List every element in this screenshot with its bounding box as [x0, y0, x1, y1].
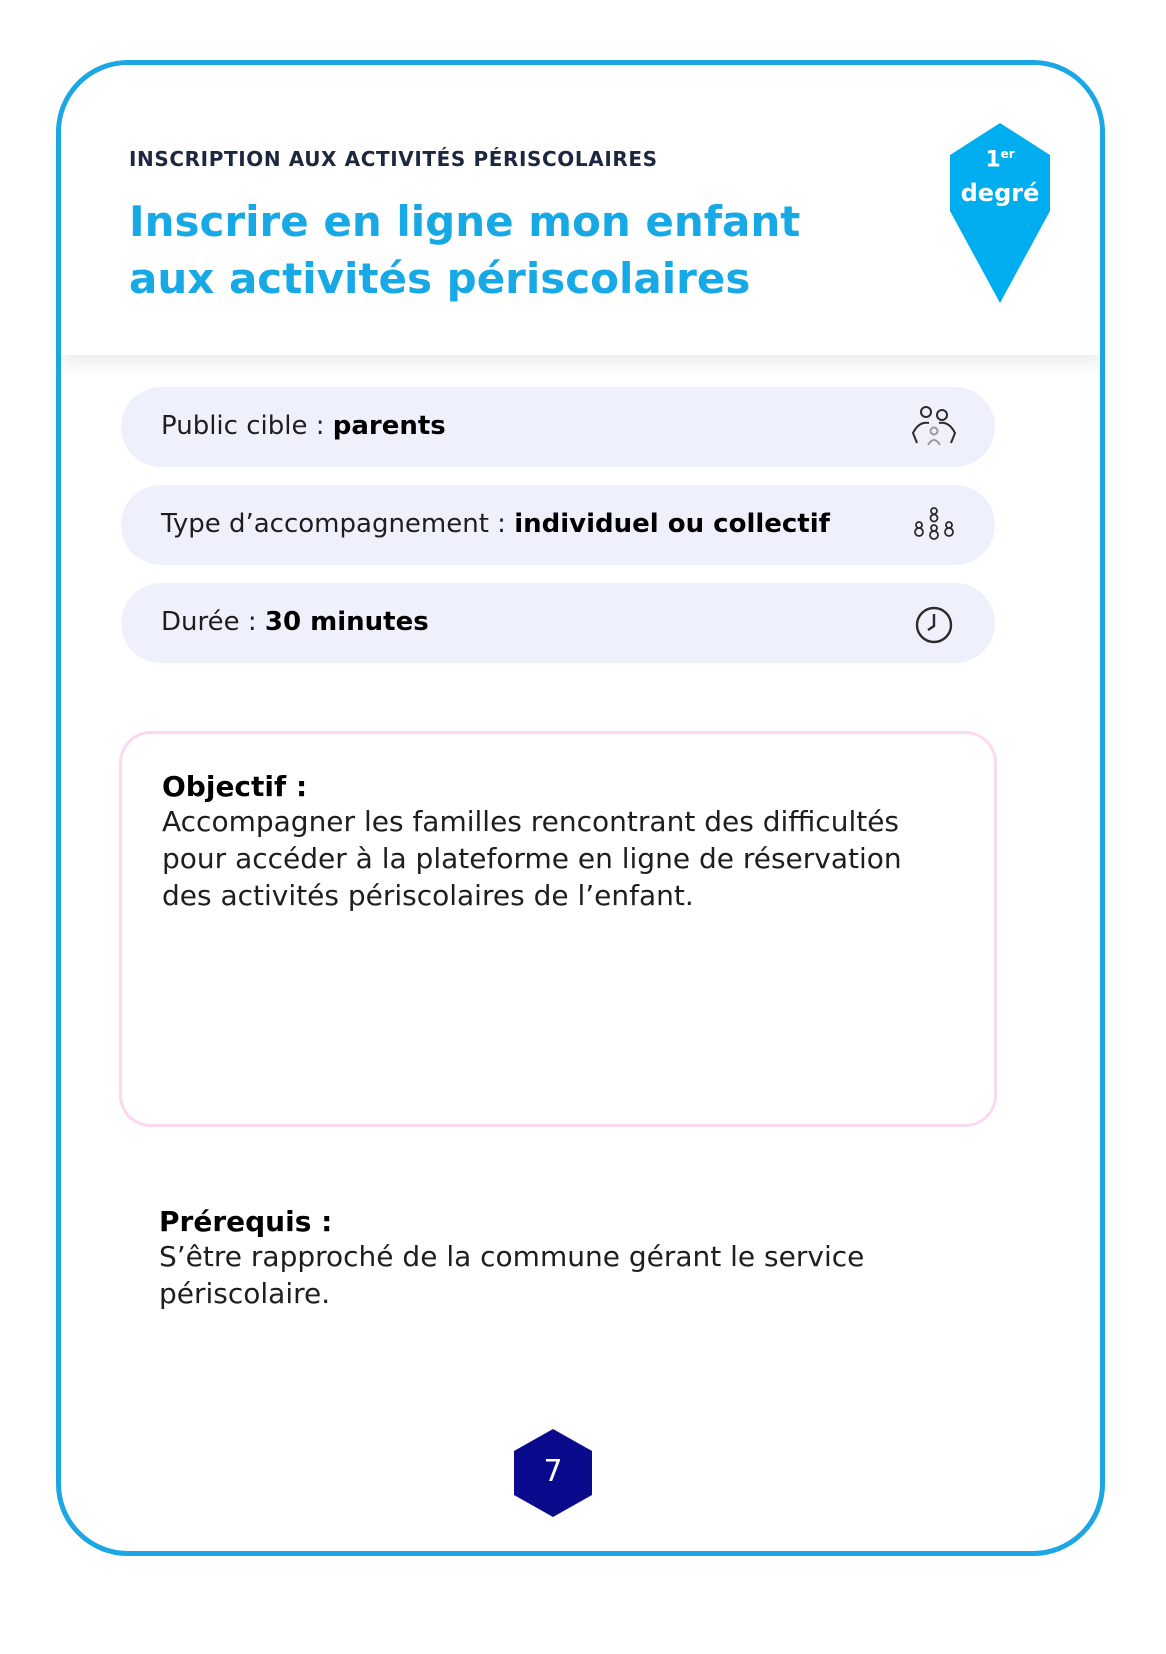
info-pill-duration: [121, 583, 995, 663]
header-kicker: INSCRIPTION AUX ACTIVITÉS PÉRISCOLAIRES: [129, 147, 658, 171]
info-pill-type: [121, 485, 995, 565]
info-value: 30 minutes: [264, 607, 429, 637]
objective-text: Accompagner les familles rencontrant des difficultés pour accéder à la plateforme en ligne de réservation des activités périscolaires de l’enfant.: [162, 805, 902, 912]
level-number-suffix: er: [1000, 147, 1015, 161]
info-text: [161, 411, 446, 441]
info-label: Type d’accompagnement :: [161, 509, 515, 539]
prerequisites-section: [159, 1205, 919, 1312]
page-number: 7: [543, 1454, 563, 1489]
clock-icon: [909, 599, 959, 649]
objective-box: [119, 731, 997, 1127]
page-number-badge: [512, 1428, 594, 1518]
info-text: [161, 509, 830, 539]
group-icon: [909, 501, 959, 551]
info-pill-public: [121, 387, 995, 467]
prerequisites-title: Prérequis :: [159, 1205, 333, 1238]
prerequisites-text: S’être rapproché de la commune gérant le service périscolaire.: [159, 1240, 865, 1310]
level-label: degré: [960, 179, 1040, 207]
parent-child-icon: [909, 403, 959, 453]
objective-title: Objectif :: [162, 770, 308, 803]
info-label: Durée :: [161, 607, 265, 637]
level-number: [946, 147, 1054, 172]
card-header: [61, 65, 1100, 355]
info-value: parents: [332, 411, 446, 441]
info-value: individuel ou collectif: [514, 509, 830, 539]
objective-content: [162, 770, 952, 914]
page-title: Inscrire en ligne mon enfant aux activités périscolaires: [129, 197, 801, 303]
card-frame: [56, 60, 1105, 1556]
level-number-value: 1: [985, 147, 1001, 173]
info-label: Public cible :: [161, 411, 333, 441]
level-badge: [946, 121, 1054, 305]
info-text: [161, 607, 429, 637]
